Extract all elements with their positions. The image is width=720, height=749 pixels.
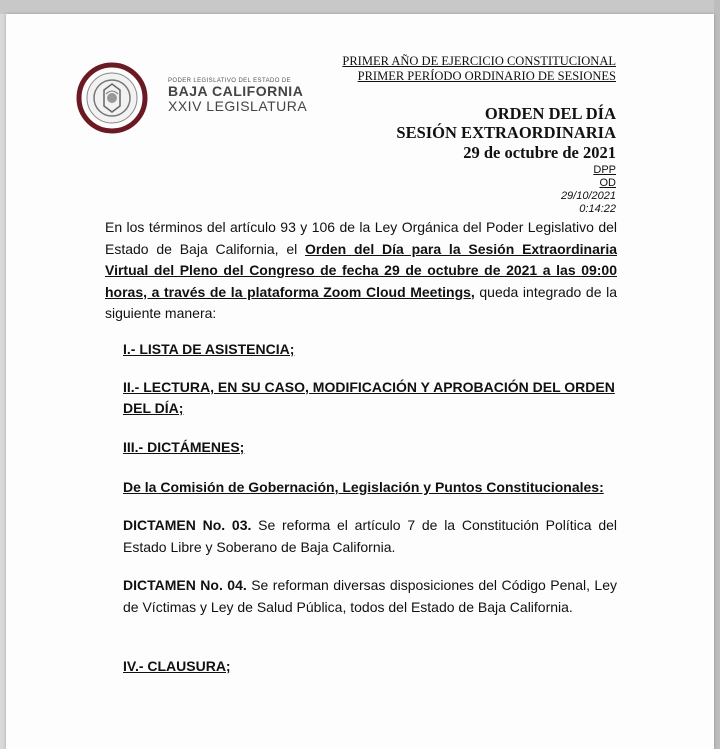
dictamen-04-text: Se reforman diversas disposiciones del Código Penal, Ley de Víctimas y Ley de Salud Pública, todos del Estado de Baja California. — [123, 577, 617, 615]
meta-code-1: DPP — [593, 164, 616, 176]
doc-title: ORDEN DEL DÍA — [484, 104, 616, 123]
session-type: SESIÓN EXTRAORDINARIA — [396, 123, 616, 142]
dictamen-03-label: DICTAMEN No. 03. — [123, 517, 252, 533]
intro-paragraph — [105, 217, 617, 325]
intro-bold: Orden del Día para la Sesión Extraordinaria Virtual del Pleno del Congreso de fecha 29 de octubre de 2021 a las 09:00 horas, a través de la plataforma Zoom Cloud Meetings, — [105, 240, 617, 300]
doc-meta — [561, 164, 616, 216]
right-edge — [714, 0, 720, 749]
dictamen-04-label: DICTAMEN No. 04. — [123, 577, 247, 593]
section-3: III.- DICTÁMENES; — [123, 439, 245, 455]
header-line-1: PRIMER AÑO DE EJERCICIO CONSTITUCIONAL — [342, 54, 616, 68]
dictamen-03 — [123, 515, 617, 558]
section-1: I.- LISTA DE ASISTENCIA; — [123, 341, 295, 357]
logo-text — [168, 78, 307, 114]
section-2: II.- LECTURA, EN SU CASO, MODIFICACIÓN Y APROBACIÓN DEL ORDEN DEL DÍA; — [123, 379, 615, 416]
logo-subtitle: PODER LEGISLATIVO DEL ESTADO DE — [168, 78, 291, 84]
dictamen-03-text: Se reforma el artículo 7 de la Constitución Política del Estado Libre y Soberano de Baja California. — [123, 517, 617, 555]
commission-heading: De la Comisión de Gobernación, Legislación y Puntos Constitucionales: — [123, 479, 604, 495]
logo-legislature: XXIV LEGISLATURA — [168, 98, 308, 114]
congress-seal-logo — [76, 62, 148, 134]
meta-date: 29/10/2021 — [560, 190, 616, 202]
dictamen-04 — [123, 575, 617, 618]
meta-code-2: OD — [599, 177, 616, 189]
session-date: 29 de octubre de 2021 — [463, 143, 616, 162]
top-bar — [0, 0, 720, 14]
meta-time: 0:14:22 — [579, 203, 616, 215]
logo-state-name: BAJA CALIFORNIA — [168, 83, 304, 99]
intro-text-1: En los términos del artículo 93 y 106 de la Ley Orgánica del Poder Legislativo del Estado de Baja California, el — [105, 219, 617, 257]
intro-text-2: queda integrado de la siguiente manera: — [105, 283, 617, 321]
section-4: IV.- CLAUSURA; — [123, 658, 231, 674]
header-line-2: PRIMER PERÍODO ORDINARIO DE SESIONES — [357, 69, 616, 83]
